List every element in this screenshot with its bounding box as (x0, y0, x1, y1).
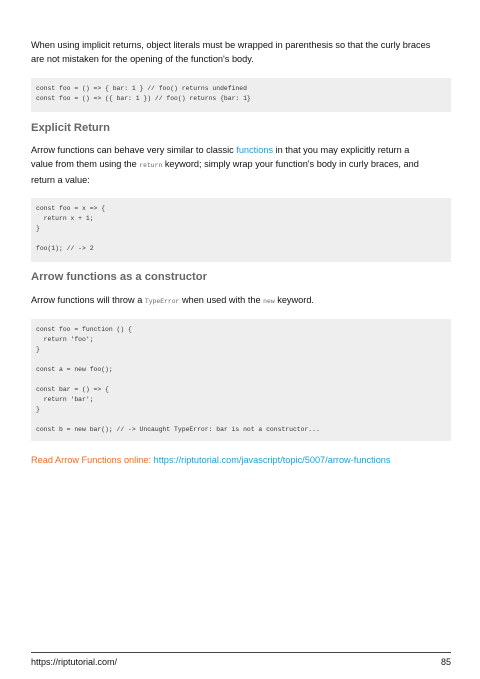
code-block-constructor: const foo = function () { return 'foo'; } const a = new foo(); const bar = () => { return 'bar'; } const b = new bar(); // -> Uncaught TypeError: bar is not a constructor... (31, 319, 451, 441)
text-segment: when used with the (179, 295, 264, 305)
text-segment: keyword; simply wrap your function's body in curly braces, and (162, 159, 419, 169)
heading-explicit-return: Explicit Return (31, 122, 110, 134)
inline-code-new: new (263, 298, 275, 305)
text-segment: in that you may explicitly return a (273, 145, 410, 155)
functions-link[interactable]: functions (236, 145, 274, 155)
explicit-return-paragraph (31, 143, 451, 187)
text-segment: return a value: (31, 175, 90, 185)
code-block-implicit-return: const foo = () => { bar: 1 } // foo() returns undefined const foo = () => ({ bar: 1 }) // foo() returns {bar: 1} (31, 78, 451, 112)
text-segment: Arrow functions can behave very similar to classic (31, 145, 237, 155)
text-segment: value from them using the (31, 159, 140, 169)
intro-paragraph (31, 38, 451, 66)
read-online-label: Read Arrow Functions online: (31, 455, 154, 465)
intro-line-1: When using implicit returns, object literals must be wrapped in parenthesis so that the curly braces (31, 40, 431, 50)
inline-code-return: return (139, 162, 163, 169)
inline-code-typeerror: TypeError (144, 298, 180, 305)
read-online-line (31, 453, 451, 467)
footer-page-number: 85 (440, 657, 451, 667)
code-block-explicit-return: const foo = x => { return x + 1; } foo(1); // -> 2 (31, 198, 451, 262)
read-online-link[interactable]: https://riptutorial.com/javascript/topic/5007/arrow-functions (153, 455, 391, 465)
constructor-paragraph (31, 293, 451, 309)
page-content (31, 38, 451, 467)
heading-arrow-constructor: Arrow functions as a constructor (31, 271, 207, 283)
text-segment: keyword. (274, 295, 314, 305)
text-segment: Arrow functions will throw a (31, 295, 145, 305)
page-footer (31, 652, 451, 667)
footer-site-url[interactable]: https://riptutorial.com/ (31, 657, 118, 667)
intro-line-2: are not mistaken for the opening of the function's body. (31, 54, 254, 64)
